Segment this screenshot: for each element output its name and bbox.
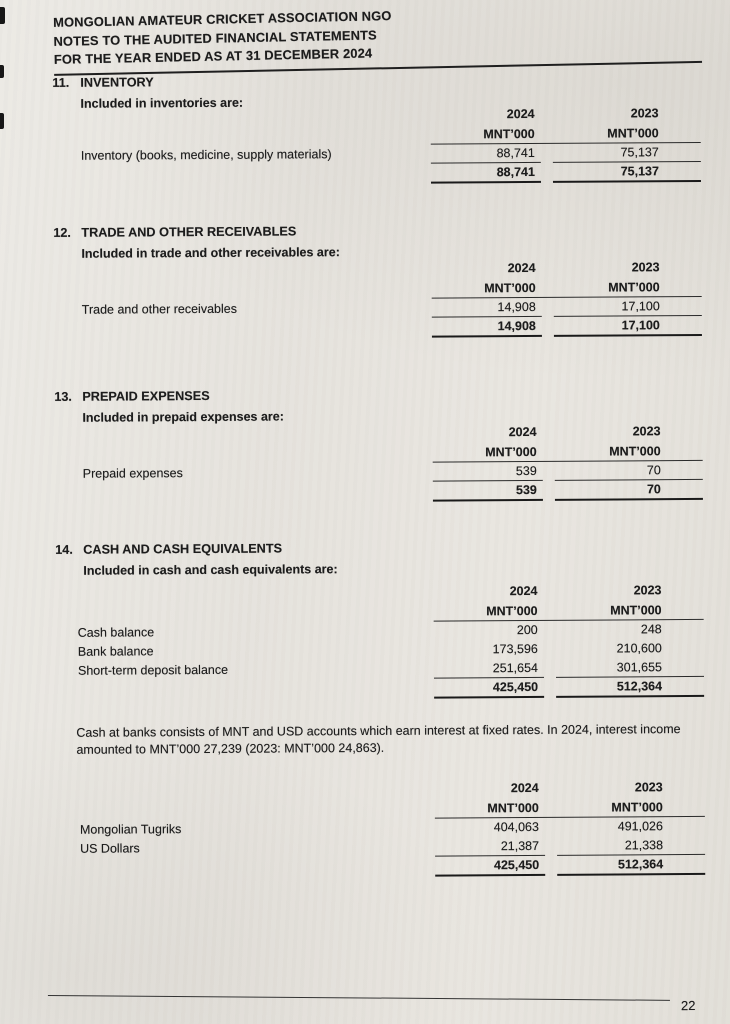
note-paragraph: Cash at banks consists of MNT and USD accounts which earn interest at fixed rates. In 2024, interest income amounted to MNT’000 27,239 (2023: MNT’000 24,863). bbox=[76, 722, 681, 757]
unit-header: MNT’000 bbox=[484, 280, 536, 296]
section-trade-receivables bbox=[53, 222, 704, 366]
table-total-row bbox=[53, 162, 703, 186]
org-name: MONGOLIAN AMATEUR CRICKET ASSOCIATION NGO bbox=[52, 8, 392, 30]
value-2023: 21,338 bbox=[624, 838, 664, 853]
total-2023: 17,100 bbox=[621, 318, 660, 333]
prepaid-table bbox=[54, 422, 704, 504]
row-label: Inventory (books, medicine, supply materials) bbox=[80, 147, 332, 163]
value-2024: 539 bbox=[515, 463, 537, 479]
value-2023: 491,026 bbox=[617, 819, 663, 834]
currency-table bbox=[57, 778, 708, 879]
unit-header: MNT’000 bbox=[610, 603, 662, 618]
cash-table bbox=[55, 581, 706, 701]
inventory-table bbox=[53, 104, 703, 186]
total-2024: 539 bbox=[515, 482, 537, 498]
unit-header: MNT’000 bbox=[611, 800, 663, 815]
document-title: NOTES TO THE AUDITED FINANCIAL STATEMENTS bbox=[53, 26, 377, 49]
col-header-2024: 2024 bbox=[510, 780, 539, 796]
section-number: 14. bbox=[55, 542, 73, 557]
unit-header: MNT’000 bbox=[483, 126, 535, 142]
value-2023: 301,655 bbox=[616, 660, 662, 675]
row-label: US Dollars bbox=[80, 841, 140, 856]
table-total-row bbox=[55, 480, 705, 504]
footer-rule bbox=[48, 995, 670, 1001]
section-title: INVENTORY bbox=[80, 75, 154, 90]
unit-header: MNT’000 bbox=[487, 800, 539, 816]
total-2023: 70 bbox=[646, 482, 661, 497]
value-2024: 21,387 bbox=[500, 838, 540, 854]
section-prepaid-expenses bbox=[54, 386, 705, 530]
value-2024: 173,596 bbox=[492, 641, 538, 657]
section-cash-equivalents bbox=[55, 539, 706, 713]
receivables-table bbox=[53, 258, 703, 340]
period-line: FOR THE YEAR ENDED AS AT 31 DECEMBER 2024 bbox=[53, 45, 373, 67]
section-title: TRADE AND OTHER RECEIVABLES bbox=[81, 224, 297, 240]
table-rule bbox=[554, 334, 702, 337]
total-2023: 512,364 bbox=[616, 679, 663, 694]
table-rule bbox=[556, 695, 704, 698]
table-rule bbox=[553, 180, 701, 183]
value-2023: 248 bbox=[640, 622, 662, 637]
row-label: Cash balance bbox=[77, 625, 155, 640]
row-label: Prepaid expenses bbox=[82, 466, 183, 481]
col-header-2023: 2023 bbox=[634, 780, 663, 795]
col-header-2024: 2024 bbox=[507, 260, 536, 276]
col-header-2023: 2023 bbox=[630, 106, 659, 121]
table-total-row bbox=[57, 855, 707, 879]
col-header-2023: 2023 bbox=[632, 424, 661, 439]
value-2023: 70 bbox=[646, 463, 661, 478]
value-2024: 251,654 bbox=[492, 660, 538, 676]
total-2024: 88,741 bbox=[496, 164, 535, 180]
table-rule bbox=[555, 498, 703, 501]
table-total-row bbox=[56, 677, 706, 701]
row-label: Bank balance bbox=[77, 644, 154, 659]
section-intro: Included in cash and cash equivalents are: bbox=[83, 562, 338, 578]
total-2024: 425,450 bbox=[492, 679, 539, 695]
document-header bbox=[53, 2, 704, 76]
page-number: 22 bbox=[680, 997, 696, 1014]
row-label: Mongolian Tugriks bbox=[79, 822, 182, 837]
section-intro: Included in trade and other receivables are: bbox=[81, 245, 340, 261]
section-intro: Included in prepaid expenses are: bbox=[82, 409, 284, 425]
table-rule bbox=[432, 335, 542, 338]
table-rule bbox=[434, 696, 544, 699]
unit-header: MNT’000 bbox=[608, 280, 660, 295]
section-number: 13. bbox=[54, 389, 72, 404]
section-title: CASH AND CASH EQUIVALENTS bbox=[83, 541, 283, 557]
unit-header: MNT’000 bbox=[609, 444, 661, 459]
row-label: Trade and other receivables bbox=[81, 301, 237, 317]
total-2023: 75,137 bbox=[620, 164, 659, 179]
value-2024: 88,741 bbox=[496, 145, 535, 161]
row-label: Short-term deposit balance bbox=[77, 662, 229, 678]
value-2023: 210,600 bbox=[616, 641, 662, 656]
table-total-row bbox=[54, 316, 704, 340]
total-2023: 512,364 bbox=[617, 857, 664, 872]
unit-header: MNT’000 bbox=[485, 444, 537, 460]
section-number: 12. bbox=[53, 225, 71, 240]
value-2024: 14,908 bbox=[497, 299, 536, 315]
section-heading bbox=[55, 539, 705, 557]
total-2024: 14,908 bbox=[497, 318, 536, 334]
table-rule bbox=[435, 874, 545, 877]
section-inventory bbox=[52, 72, 703, 216]
section-intro: Included in inventories are: bbox=[80, 95, 244, 111]
value-2024: 404,063 bbox=[493, 819, 539, 835]
table-rule bbox=[557, 873, 705, 876]
table-rule bbox=[431, 181, 541, 184]
section-heading bbox=[54, 386, 704, 404]
section-number: 11. bbox=[52, 75, 70, 90]
value-2023: 75,137 bbox=[620, 145, 659, 160]
value-2024: 200 bbox=[516, 622, 538, 638]
table-rule bbox=[433, 499, 543, 502]
col-header-2023: 2023 bbox=[631, 260, 660, 275]
section-heading bbox=[52, 72, 702, 90]
unit-header: MNT’000 bbox=[607, 126, 659, 141]
value-2023: 17,100 bbox=[621, 299, 660, 314]
col-header-2023: 2023 bbox=[633, 583, 662, 598]
col-header-2024: 2024 bbox=[506, 106, 535, 122]
section-heading bbox=[53, 222, 703, 240]
col-header-2024: 2024 bbox=[508, 424, 537, 440]
col-header-2024: 2024 bbox=[509, 583, 538, 599]
total-2024: 425,450 bbox=[493, 857, 540, 873]
section-title: PREPAID EXPENSES bbox=[82, 388, 210, 404]
unit-header: MNT’000 bbox=[486, 603, 538, 619]
